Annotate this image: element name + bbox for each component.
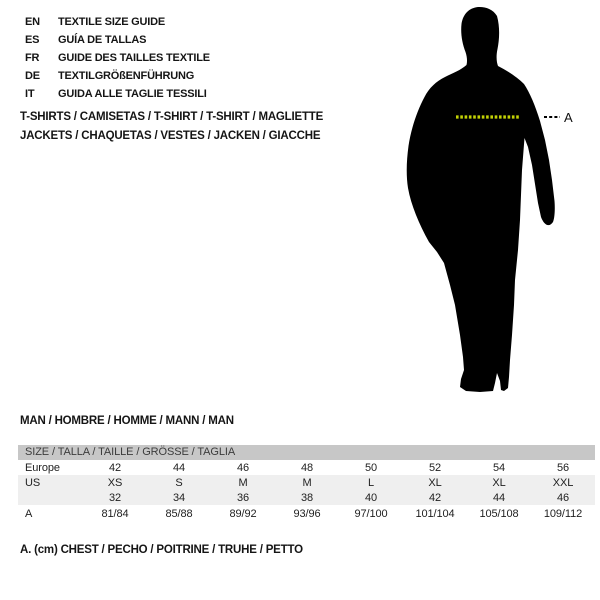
garment-type-tshirts: T-SHIRTS / CAMISETAS / T-SHIRT / T-SHIRT / MAGLIETTE <box>20 111 324 123</box>
size-cell: 48 <box>300 461 314 474</box>
man-silhouette-figure <box>400 5 580 397</box>
size-cell: 109/112 <box>543 507 583 520</box>
garment-type-jackets: JACKETS / CHAQUETAS / VESTES / JACKEN / GIACCHE <box>20 130 321 142</box>
size-table-header: SIZE / TALLA / TAILLE / GRÖSSE / TAGLIA <box>18 445 595 460</box>
size-cell: XL <box>492 476 506 489</box>
language-code: FR <box>25 52 40 64</box>
language-code: ES <box>25 34 40 46</box>
man-silhouette-svg <box>400 5 580 397</box>
table-row-us-numeric <box>18 490 595 505</box>
language-title: GUIDE DES TAILLES TEXTILE <box>58 52 210 64</box>
language-title: TEXTILE SIZE GUIDE <box>58 16 166 28</box>
size-cell: 56 <box>556 461 570 474</box>
measurement-footnote: A. (cm) CHEST / PECHO / POITRINE / TRUHE / PETTO <box>20 544 303 556</box>
language-code: EN <box>25 16 40 28</box>
size-cell: 97/100 <box>354 507 388 520</box>
language-code: DE <box>25 70 40 82</box>
size-cell: 42 <box>108 461 122 474</box>
language-row-it <box>25 85 210 103</box>
table-row-europe <box>18 460 595 475</box>
size-cell: M <box>238 476 248 489</box>
size-cell: 38 <box>300 491 314 504</box>
size-cell: 93/96 <box>293 507 321 520</box>
row-label: A <box>25 507 33 520</box>
man-silhouette <box>407 7 555 392</box>
size-cell: M <box>302 476 312 489</box>
language-code: IT <box>25 88 35 100</box>
language-row-en <box>25 13 210 31</box>
size-cell: 44 <box>492 491 506 504</box>
size-cell: 89/92 <box>229 507 257 520</box>
size-table <box>18 445 595 522</box>
size-cell: 46 <box>556 491 570 504</box>
size-cell: XL <box>428 476 442 489</box>
language-row-fr <box>25 49 210 67</box>
language-title-list <box>25 13 210 103</box>
table-row-us <box>18 475 595 490</box>
size-cell: 34 <box>172 491 186 504</box>
size-cell: 105/108 <box>479 507 519 520</box>
language-row-de <box>25 67 210 85</box>
language-row-es <box>25 31 210 49</box>
measurement-label-a: A <box>564 110 573 125</box>
table-row-chest-cm <box>18 505 595 522</box>
size-cell: 50 <box>364 461 378 474</box>
language-title: TEXTILGRÖßENFÜHRUNG <box>58 70 195 82</box>
language-title: GUÍA DE TALLAS <box>58 34 147 46</box>
size-cell: 42 <box>428 491 442 504</box>
size-cell: 40 <box>364 491 378 504</box>
language-title: GUIDA ALLE TAGLIE TESSILI <box>58 88 207 100</box>
size-cell: 81/84 <box>101 507 129 520</box>
size-cell: L <box>367 476 375 489</box>
size-cell: 36 <box>236 491 250 504</box>
size-cell: S <box>175 476 183 489</box>
section-title-man: MAN / HOMBRE / HOMME / MANN / MAN <box>20 415 234 427</box>
garment-type-list <box>20 108 323 146</box>
row-label: Europe <box>25 461 60 474</box>
size-cell: 54 <box>492 461 506 474</box>
size-cell: XS <box>107 476 123 489</box>
size-cell: 32 <box>108 491 122 504</box>
size-cell: 46 <box>236 461 250 474</box>
size-cell: 101/104 <box>415 507 455 520</box>
row-label: US <box>25 476 41 489</box>
size-cell: 52 <box>428 461 442 474</box>
size-cell: XXL <box>552 476 574 489</box>
size-cell: 85/88 <box>165 507 193 520</box>
size-cell: 44 <box>172 461 186 474</box>
